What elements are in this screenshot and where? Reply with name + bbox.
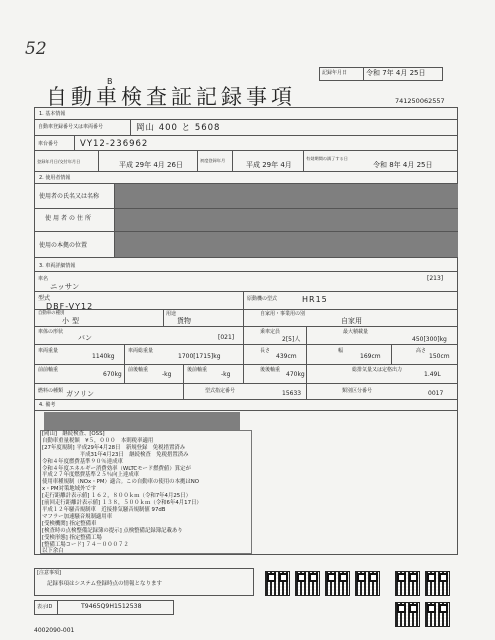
- remarks-line: 令和４年度エネルギー消費効率（WLTCモード燃費値）算定が: [42, 465, 191, 472]
- qr-code-4: [355, 571, 380, 596]
- remarks-list: [42, 431, 202, 555]
- displacement-value: 1.49L: [424, 371, 441, 378]
- body-shape: バン: [78, 334, 92, 342]
- rear-rear-axle-value: 470kg: [286, 371, 305, 378]
- car-name-code: [213]: [427, 275, 444, 282]
- purpose-label: 自家用・事業用の別: [260, 311, 306, 317]
- base-location-label: 使用の本拠の位置: [39, 242, 88, 249]
- remarks-line: 以下余白: [42, 548, 64, 555]
- qr-code-7: [395, 602, 420, 627]
- body-shape-code: [021]: [218, 334, 235, 341]
- qr-code-2: [295, 571, 320, 596]
- remarks-line: [整備工場コード] ７４－０００７２: [42, 541, 129, 548]
- qr-code-8: [425, 602, 450, 627]
- first-reg-date: 平成 29年 4月 26日: [119, 161, 183, 169]
- front-rear-axle-value: -kg: [162, 371, 172, 378]
- weight-value: 1140kg: [92, 353, 115, 360]
- remarks-line: 平成１２年騒音規制車 近接排気騒音規制値 97dB: [42, 506, 166, 513]
- purpose-value: 自家用: [341, 317, 362, 325]
- spec-number-label: 型式指定番号: [205, 388, 236, 394]
- header-letter: B: [107, 77, 113, 86]
- model-value: DBF-VY12: [46, 302, 94, 311]
- remarks-line: [前回走行距離計表示値] １３８，５００ｋｍ（令和6年4月17日）: [42, 500, 202, 507]
- remarks-line: x・PM対策地域外です: [42, 486, 97, 493]
- first-year-label: 初度登録年月: [200, 158, 226, 163]
- owner-address-redacted: [115, 209, 458, 231]
- remarks-line: [岡山] 継続検査、[OSS]: [42, 431, 105, 437]
- weight-label: 車両重量: [38, 348, 59, 354]
- front-front-axle-value: 670kg: [103, 371, 122, 378]
- height-value: 150cm: [429, 353, 450, 360]
- remarks-line: 令和４年度燃費基準９０％達成車: [42, 458, 123, 465]
- first-reg-label: 登録年月日/交付年月日: [37, 159, 81, 164]
- use-value: 貨物: [177, 317, 191, 325]
- displacement-label: 総排気量又は定格出力: [352, 367, 403, 373]
- gross-weight-label: 車両総重量: [128, 348, 154, 354]
- spec-number-value: 15633: [282, 390, 302, 397]
- remarks-line: [27年度規制] 平成29年4月28日 新規登録 免税措置済み: [42, 444, 186, 451]
- first-year-value: 平成 29年 4月: [246, 161, 292, 169]
- qr-code-3: [325, 571, 350, 596]
- rear-rear-axle-label: 後後軸重: [260, 367, 281, 373]
- record-id-label: 表示ID: [37, 604, 53, 610]
- vehicle-type: 小型: [62, 317, 82, 325]
- remarks-line: [受検機関] 指定整備車: [42, 520, 97, 527]
- remarks-line: 使用車種規制（NOx・PM）適合。この自動車の使用の本拠はNO: [42, 479, 200, 486]
- remarks-line: 平成２７年度燃費基準２５％向上達成車: [42, 472, 140, 479]
- bottom-code: 4002090-001: [34, 627, 75, 634]
- engine-label: 原動機の型式: [247, 296, 278, 302]
- qr-code-5: [395, 571, 420, 596]
- chassis-number: VY12-236962: [80, 139, 149, 149]
- gross-weight-value: 1700[1715]kg: [178, 353, 221, 360]
- car-name: ニッサン: [50, 282, 80, 291]
- document-id: 741250062557: [395, 97, 445, 105]
- sec3-heading: 3. 車両詳細情報: [39, 263, 76, 269]
- max-load-value: 450[300]kg: [412, 336, 447, 343]
- remarks-line: [受検形態] 指定整備工場: [42, 534, 102, 541]
- rear-front-axle-label: 後前軸重: [187, 367, 208, 373]
- fuel-value: ガソリン: [66, 390, 94, 398]
- width-label: 幅: [338, 348, 344, 354]
- base-location-redacted: [115, 232, 458, 257]
- plate-label: 自動車登録番号又は車両番号: [38, 124, 104, 130]
- engine-value: HR15: [302, 295, 328, 304]
- front-rear-axle-label: 前後軸重: [128, 367, 149, 373]
- handwritten-number: 52: [25, 39, 47, 59]
- plate-number: 岡山 400 と 5608: [136, 123, 221, 133]
- chassis-label: 車台番号: [38, 141, 59, 147]
- qr-code-6: [425, 571, 450, 596]
- owner-name-label: 使用者の氏名又は名称: [39, 193, 100, 200]
- sec4-heading: 4. 備考: [39, 402, 56, 408]
- remarks-line: 自動車重量税額 ¥５，０００ 本則税率適用: [42, 437, 154, 444]
- remarks-line: 平成31年4月23日 継続検査 免税措置済み: [42, 451, 189, 458]
- remarks-line: [走行距離計表示値] １６２，８００ｋｍ（令和7年4月25日）: [42, 493, 192, 500]
- notice-text: 記録事項はシステム登録時点の情報となります: [47, 581, 162, 587]
- width-value: 169cm: [360, 353, 381, 360]
- length-label: 長さ: [260, 348, 271, 354]
- length-value: 439cm: [276, 353, 297, 360]
- use-label: 用途: [166, 311, 177, 317]
- class-number-value: 0017: [428, 390, 444, 397]
- sec1-heading: 1. 基本情報: [39, 111, 66, 117]
- height-label: 高さ: [416, 348, 427, 354]
- model-label: 型式: [38, 295, 51, 302]
- remarks-line: マフラー加速騒音規制適用車: [42, 513, 113, 520]
- fuel-label: 燃料の種類: [38, 388, 64, 394]
- qr-code-1: [265, 571, 290, 596]
- owner-name-redacted: [115, 184, 458, 208]
- car-name-label: 車名: [38, 276, 49, 282]
- vehicle-type-label: 自動車の種別: [38, 311, 65, 316]
- reg-date-value: 令和 7年 4月 25日: [366, 69, 426, 77]
- class-number-label: 類別区分番号: [342, 388, 373, 394]
- page-title: 自動車検査証記録事項: [46, 85, 296, 109]
- remarks-redacted: [44, 412, 240, 431]
- capacity-value: 2[5]人: [282, 336, 301, 343]
- max-load-label: 最大積載量: [343, 329, 369, 335]
- rear-front-axle-value: -kg: [221, 371, 231, 378]
- capacity-label: 乗車定員: [260, 329, 281, 335]
- expiry-date: 令和 8年 4月 25日: [373, 161, 433, 169]
- sec2-heading: 2. 使用者情報: [39, 175, 71, 181]
- expiry-label: 有効期間の満了する日: [306, 156, 348, 161]
- body-shape-label: 車体の形状: [38, 329, 64, 335]
- notice-heading: [注意事項]: [37, 570, 61, 576]
- front-front-axle-label: 前前軸重: [38, 367, 59, 373]
- remarks-line: [検査時の点検整備記録簿の提示] 点検整備記録簿記載あり: [42, 527, 183, 534]
- record-id-value: T9465Q9H1512538: [81, 603, 142, 610]
- reg-date-label: 記録年月日: [322, 70, 348, 76]
- owner-address-label: 使用者の住所: [45, 215, 94, 222]
